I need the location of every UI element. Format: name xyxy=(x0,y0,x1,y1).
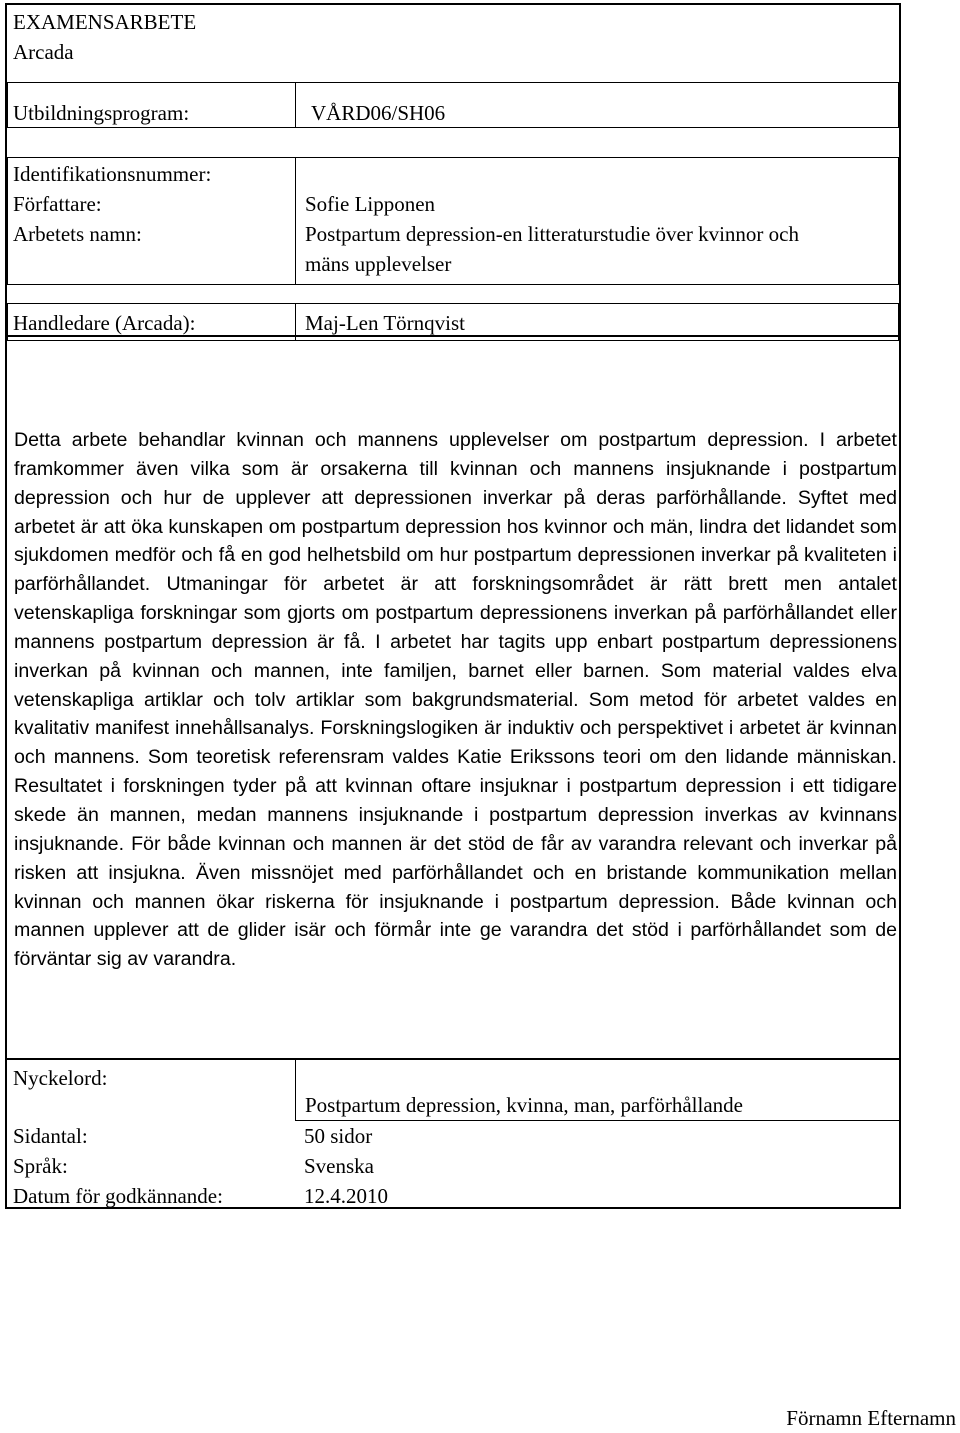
approval-date-label: Datum för godkännande: xyxy=(13,1184,223,1208)
work-name-label: Arbetets namn: xyxy=(13,222,142,246)
program-value: VÅRD06/SH06 xyxy=(311,101,446,125)
work-name-line-1: Postpartum depression-en litteraturstudie över kvinnor och xyxy=(305,222,799,246)
approval-date-value: 12.4.2010 xyxy=(304,1184,388,1208)
language-label: Språk: xyxy=(13,1154,68,1178)
supervisor-value: Maj-Len Törnqvist xyxy=(305,311,466,335)
document-type-title: EXAMENSARBETE xyxy=(13,10,197,34)
program-label: Utbildningsprogram: xyxy=(13,101,190,125)
keywords-label: Nyckelord: xyxy=(13,1066,108,1090)
program-value-cell xyxy=(295,82,899,128)
work-name-line-2: mäns upplevelser xyxy=(305,252,452,276)
pages-value: 50 sidor xyxy=(304,1124,373,1148)
keywords-value-cell xyxy=(295,1060,899,1121)
info-label-cell xyxy=(7,157,296,285)
info-value-cell xyxy=(295,157,899,285)
details-table xyxy=(5,1058,901,1209)
author-value: Sofie Lipponen xyxy=(305,192,436,216)
author-label: Författare: xyxy=(13,192,102,216)
author-name-footer: Förnamn Efternamn xyxy=(786,1406,956,1430)
program-label-cell xyxy=(7,82,296,128)
institution-name: Arcada xyxy=(13,40,74,64)
abstract-text: Detta arbete behandlar kvinnan och mannens upplevelser om postpartum depression. I arbetet framkommer även vilka som är orsakerna till kvinnan och mannens insjuknande i postpartum depression och hur de upplever att depressionen inverkar på deras parförhållande. Syftet med arbetet är att öka kunskapen om postpartum depression hos kvinnor och män, lindra det lidandet som sjukdomen medför och få en god helhetsbild om hur postpartum depressionen inverkar på kvaliteten i parförhållandet. Utmaningar för arbetet är att forskningsområdet är rätt brett men antalet vetenskapliga forskningar som gjorts om postpartum depressionens inverkan på parförhållandet eller mannens postpartum depression är få. I arbetet har tagits upp enbart postpartum depressionens inverkan på kvinnan och mannen, inte familjen, barnet eller barnen. Som material valdes elva vetenskapliga artiklar och tolv artiklar som bakgrundsmaterial. Som metod för arbetet valdes en kvalitativ manifest innehållsanalys. Forskningslogiken är induktiv och perspektivet i arbetet är kvinnan och mannens. Som teoretisk referensram valdes Katie Erikssons teori om den lidande människan. Resultatet i forskningen tyder på att kvinnan oftare insjuknar i postpartum depression i ett tidigare skede än mannen, medan mannens insjuknande i postpartum depression inverkas av kvinnans insjuknande. För både kvinnan och mannen är det stöd de får av varandra relevant och inverkar på risken att insjukna. Även missnöjet med parförhållandet och en bristande kommunikation mellan kvinnan och mannen ökar riskerna för insjuknande i postpartum depression. Både kvinnan och mannen upplever att de glider isär och förmår inte ge varandra det stöd i parförhållandet som de förväntar sig av varandra. xyxy=(14,429,897,971)
id-label: Identifikationsnummer: xyxy=(13,162,212,186)
abstract-box xyxy=(5,335,901,1060)
pages-label: Sidantal: xyxy=(13,1124,88,1148)
keywords-value: Postpartum depression, kvinna, man, parförhållande xyxy=(305,1093,743,1117)
supervisor-label: Handledare (Arcada): xyxy=(13,311,196,335)
metadata-table xyxy=(5,3,901,337)
language-value: Svenska xyxy=(304,1154,374,1178)
